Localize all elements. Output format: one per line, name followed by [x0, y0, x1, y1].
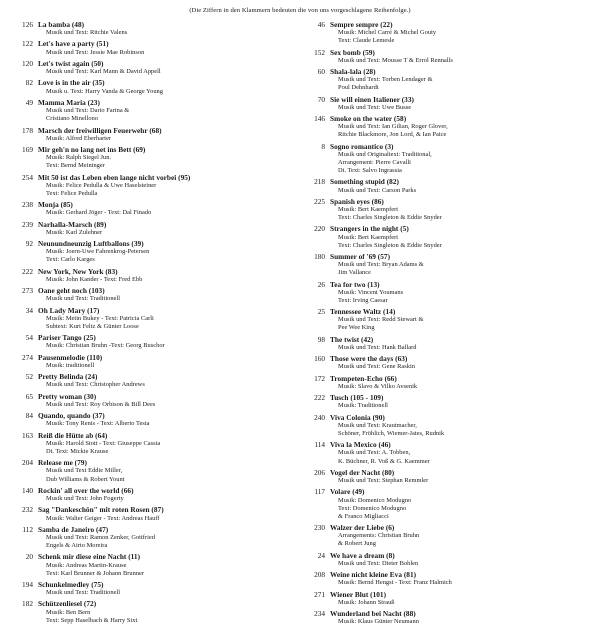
song-title: Quando, quando (37) — [38, 411, 105, 421]
song-page-number: 234 — [314, 609, 326, 619]
song-page-number: 122 — [22, 39, 33, 49]
song-credit: Engels & Airto Moreira — [46, 542, 108, 550]
song-credit: Musik und Text: Christopher Andrews — [46, 381, 145, 389]
song-credit: Poul Dehnhardt — [338, 84, 379, 92]
song-credit: Musik: Felice Pedulla & Uwe Haselsteiner — [46, 181, 157, 189]
song-title: Those were the days (63) — [330, 354, 408, 364]
song-entry-body — [330, 354, 590, 371]
song-credit: Musik: Alfred Eberharter — [46, 134, 112, 142]
song-title: Spanish eyes (86) — [330, 196, 384, 206]
song-page-number: 169 — [22, 145, 33, 154]
song-entry — [16, 411, 296, 428]
song-credit: Musik: Joern-Uwe Fahrenkrog-Petersen — [46, 248, 150, 256]
song-entry-body — [38, 458, 296, 483]
song-title: Samba de Janeiro (47) — [38, 524, 109, 534]
song-title: Smoke on the water (58) — [330, 114, 407, 124]
song-page-number: 222 — [314, 393, 326, 403]
song-page-number: 126 — [22, 20, 33, 29]
song-credit: Musik und Text: Dario Farina & — [46, 107, 130, 115]
song-credit: Musik und Text: Traditionell — [46, 589, 121, 597]
song-entry — [308, 440, 590, 465]
song-title: Vogel der Nacht (80) — [330, 467, 395, 477]
song-title: Sogno romantico (3) — [330, 141, 394, 151]
song-entry-body — [330, 307, 590, 332]
song-credit: Text: Irving Caesar — [338, 296, 388, 304]
song-credit: Dt. Text: Mickie Krause — [46, 447, 109, 455]
song-entry-body — [38, 267, 296, 284]
song-entry — [16, 505, 296, 522]
song-credit: Musik und Text: Krautmacher, — [338, 421, 417, 429]
song-page-number: 180 — [314, 252, 326, 262]
song-credit: Cristiano Minellono — [46, 115, 99, 123]
song-entry — [308, 252, 590, 277]
song-credit: Text: Claude Lemesle — [338, 37, 395, 45]
song-entry-body — [38, 200, 296, 217]
song-credit: Musik: Johann Strauß — [338, 598, 395, 606]
song-entry-body — [38, 353, 296, 370]
song-page-number: 230 — [314, 523, 326, 532]
song-title: We have a dream (8) — [330, 550, 395, 560]
song-credit: Musik und Text: Ramon Zenker, Gottfried — [46, 534, 155, 541]
song-entry — [16, 200, 296, 217]
song-entry — [308, 551, 590, 568]
song-entry-body — [330, 413, 590, 438]
song-entry-body — [330, 590, 590, 607]
song-entry-body — [38, 306, 296, 331]
song-credit: Text: Charles Singleton & Eddie Snyder — [338, 214, 442, 222]
song-entry — [16, 333, 296, 350]
song-entry-body — [38, 145, 296, 170]
song-entry-body — [38, 486, 296, 503]
song-entry — [16, 239, 296, 264]
song-credit: Musik: Christian Bruhn -Text: Georg Buschor — [46, 342, 165, 350]
song-entry-body — [38, 411, 296, 428]
song-page-number: 240 — [314, 412, 326, 422]
song-entry — [16, 20, 296, 37]
song-credit: Musik und Text: Torben Lendager & — [338, 76, 433, 84]
song-credit: Musik und Text: A. Tobben, — [338, 449, 411, 457]
song-page-number: 232 — [22, 505, 33, 515]
song-entry — [308, 413, 590, 438]
song-page-number: 117 — [314, 487, 326, 497]
song-entry — [308, 67, 590, 92]
song-page-number: 172 — [314, 373, 326, 383]
song-page-number: 26 — [317, 279, 326, 289]
song-title: Reiß die Hütte ab (64) — [38, 430, 108, 440]
song-entry-body — [330, 67, 590, 92]
song-entry-body — [38, 39, 296, 56]
song-title: Tusch (105 - 109) — [330, 393, 384, 403]
song-title: Trompeten-Echo (66) — [330, 373, 397, 383]
song-page-number: 98 — [317, 334, 326, 344]
song-entry — [16, 126, 296, 143]
song-title: Sempre sempre (22) — [330, 20, 393, 29]
song-page-number: 20 — [25, 552, 33, 562]
song-page-number: 60 — [317, 67, 326, 77]
song-credit: Text: Karl Brunner & Johann Brunner — [46, 569, 145, 577]
song-entry-body — [330, 114, 590, 139]
song-page-number: 152 — [314, 47, 326, 57]
song-credit: Musik: Tony Renis - Text: Alberto Testa — [46, 420, 150, 428]
song-entry — [308, 20, 590, 45]
song-entry-body — [38, 552, 296, 577]
song-credit: Text: Charles Singleton & Eddie Snyder — [338, 241, 442, 249]
song-credit: Musik und Text: Gene Raskin — [338, 363, 416, 371]
song-page-number: 271 — [314, 589, 326, 599]
song-credit: Musik und Text: Stephan Remmler — [338, 477, 429, 485]
song-title: New York, New York (83) — [38, 266, 118, 276]
song-title: Narhalla-Marsch (89) — [38, 219, 107, 229]
song-title: Walzer der Liebe (6) — [330, 523, 395, 532]
song-credit: Musik und Text: Carson Parks — [338, 186, 417, 194]
song-entry — [16, 431, 296, 456]
song-credit: Musik und Text: Hank Ballard — [338, 343, 417, 351]
song-title: Tea for two (13) — [330, 279, 380, 289]
song-page-number: 182 — [22, 599, 33, 609]
song-title: Mir geh'n no lang net ins Bett (69) — [38, 145, 146, 154]
song-entry — [16, 580, 296, 597]
song-page-number: 49 — [25, 97, 33, 107]
song-title: Summer of '69 (57) — [330, 252, 391, 262]
song-credit: Musik und Text Eddie Miller, — [46, 467, 123, 475]
song-credit: Musik: traditionell — [46, 361, 95, 369]
song-credit: Musik und Originaltext: Traditional, — [338, 150, 432, 158]
song-entry — [308, 224, 590, 249]
right-column — [304, 20, 590, 629]
song-entry — [308, 468, 590, 485]
song-entry — [16, 353, 296, 370]
song-entry — [308, 280, 590, 305]
song-credit: Musik und Text: Jessie Mae Robinson — [46, 48, 145, 56]
song-entry-body — [38, 98, 296, 123]
song-title: Wiener Blut (101) — [330, 589, 387, 599]
song-page-number: 160 — [314, 354, 326, 364]
song-credit: Text: Felice Pedulla — [46, 189, 98, 197]
song-entry-body — [38, 505, 296, 522]
song-title: Pretty Belinda (24) — [38, 372, 98, 382]
song-entry-body — [330, 487, 590, 520]
song-title: Viva Colonia (90) — [330, 412, 385, 422]
song-credit: Musik: Harold Stott - Text: Giuseppe Cassia — [46, 439, 161, 447]
song-credit: Musik: Bernd Hengst - Text: Franz Halmich — [338, 579, 452, 587]
left-column — [10, 20, 296, 627]
song-title: Strangers in the night (5) — [330, 224, 409, 234]
song-title: Sie will einen Italiener (33) — [330, 94, 414, 104]
song-page-number: 140 — [22, 485, 33, 495]
song-credit: Musik: Domenico Modugno — [338, 496, 412, 504]
song-page-number: 82 — [25, 78, 33, 88]
song-page-number: 274 — [22, 352, 33, 362]
song-entry — [308, 142, 590, 175]
song-entry — [16, 306, 296, 331]
song-entry — [308, 393, 590, 410]
song-credit: Text: Bernd Meininger — [46, 162, 105, 170]
song-entry-body — [330, 523, 590, 548]
song-entry — [16, 98, 296, 123]
song-entry — [16, 525, 296, 550]
song-credit: Musik und Text: Uwe Busse — [338, 103, 412, 111]
song-title: Pariser Tango (25) — [38, 333, 96, 343]
song-title: The twist (42) — [330, 334, 374, 344]
song-entry — [308, 487, 590, 520]
song-page-number: 220 — [314, 224, 326, 234]
song-credit: Musik: Walter Geiger - Text: Andreas Hauff — [46, 514, 160, 522]
song-page-number: 204 — [22, 458, 33, 468]
song-page-number: 52 — [25, 372, 33, 382]
song-entry-body — [330, 440, 590, 465]
song-title: Mamma Maria (23) — [38, 97, 100, 107]
song-credit: Musik: Andreas Martin-Krause — [46, 561, 127, 569]
song-entry-body — [38, 431, 296, 456]
song-entry — [308, 177, 590, 194]
song-title: Volare (49) — [330, 487, 365, 497]
song-credit: Musik: Bert Kaempfert — [338, 206, 399, 214]
song-entry-body — [38, 525, 296, 550]
page-note: (Die Ziffern in den Klammern bedeuten die von uns vorgeschlagene Reihenfolge.) — [189, 7, 411, 14]
song-entry — [308, 590, 590, 607]
song-entry — [16, 267, 296, 284]
song-page-number: 273 — [22, 286, 33, 296]
song-title: Love is in the air (35) — [38, 78, 105, 88]
song-entry — [308, 95, 590, 112]
song-entry — [16, 372, 296, 389]
song-credit: Musik: Karl Zulehner — [46, 228, 103, 236]
song-credit: Musik und Text: Dieter Bohlen — [338, 559, 419, 567]
song-credit: Musik: Vincent Youmans — [338, 288, 404, 296]
song-entry-body — [330, 609, 590, 626]
song-title: Neunundneunzig Luftballons (39) — [38, 239, 144, 249]
song-credit: Musik: Gerhard Jöger - Text: Dal Finado — [46, 209, 152, 217]
song-title: Weine nicht kleine Eva (81) — [330, 570, 417, 580]
song-credit: Ritchie Blackmore, Jon Lord, & Ian Paice — [338, 131, 447, 139]
song-entry-body — [38, 333, 296, 350]
song-entry-body — [330, 468, 590, 485]
song-credit: Musik und Text: Karl Mann & David Appell — [46, 68, 161, 76]
song-page-number: 163 — [22, 430, 33, 440]
song-credit: K. Büchner, R. Voß & G. Kaemmer — [338, 457, 430, 465]
song-entry — [308, 570, 590, 587]
song-page-number: 25 — [317, 307, 326, 317]
song-credit: Text: Sepp Haselbach & Harry Sixt — [46, 616, 138, 624]
song-entry-body — [330, 197, 590, 222]
song-title: Something stupid (82) — [330, 177, 399, 187]
song-entry-body — [330, 570, 590, 587]
song-title: Sag "Dankeschön" mit roten Rosen (87) — [38, 505, 164, 515]
song-page-number: 225 — [314, 196, 326, 206]
song-credit: Dub Williams & Robert Yount — [46, 475, 125, 483]
song-credit: Schöner, Fröhlich, Wiemer-Jates, Rudnik — [338, 429, 445, 437]
song-page-number: 65 — [25, 391, 33, 401]
song-credit: Arrangement: Pierre Cavalli — [338, 159, 411, 166]
song-page-number: 194 — [22, 579, 33, 589]
song-page-number: 8 — [321, 141, 326, 151]
song-page-number: 254 — [22, 172, 33, 182]
song-credit: Musik: Slavo & Vilko Avsenik — [338, 382, 418, 390]
song-title: Release me (79) — [38, 458, 87, 468]
song-entry-body — [330, 374, 590, 391]
song-entry-body — [330, 20, 590, 45]
song-credit: Jim Vallance — [338, 269, 371, 277]
song-entry-body — [38, 20, 296, 37]
song-entry — [16, 39, 296, 56]
song-entry — [308, 335, 590, 352]
song-page-number: 208 — [314, 570, 326, 580]
song-title: Pretty woman (30) — [38, 391, 97, 401]
song-credit: & Franco Migliacci — [338, 512, 389, 520]
song-title: Schunkelmedley (75) — [38, 579, 104, 589]
song-title: Sex bomb (59) — [330, 47, 375, 57]
song-entry-body — [38, 239, 296, 264]
song-entry — [308, 307, 590, 332]
song-entry-body — [330, 252, 590, 277]
song-entry-body — [330, 551, 590, 568]
song-credit: Musik: John Kander - Text: Fred Ebb — [46, 275, 143, 283]
song-entry — [16, 145, 296, 170]
song-entry-body — [330, 48, 590, 65]
index-columns — [10, 20, 590, 629]
song-page-number: 238 — [22, 200, 33, 210]
song-title: Monja (85) — [38, 200, 73, 210]
song-page-number: 178 — [22, 125, 33, 135]
song-entry — [16, 599, 296, 624]
song-credit: Musik und Text: John Fogerty — [46, 495, 124, 503]
song-page-number: 84 — [25, 411, 33, 421]
song-entry — [16, 173, 296, 198]
song-credit: Musik: Bert Kaempfert — [338, 233, 399, 241]
song-entry-body — [330, 95, 590, 112]
song-title: Shala-lala (28) — [330, 67, 376, 77]
song-entry-body — [38, 220, 296, 237]
song-entry — [308, 374, 590, 391]
song-entry-body — [330, 393, 590, 410]
song-credit: & Robert Jung — [338, 540, 376, 548]
song-entry — [16, 286, 296, 303]
song-page-number: 34 — [25, 305, 33, 315]
song-title: Wunderland bei Nacht (88) — [330, 609, 416, 619]
song-page-number: 146 — [314, 114, 326, 124]
song-entry — [308, 354, 590, 371]
song-page-number: 206 — [314, 467, 326, 477]
song-credit: Musik und Text: Mousse T & Errol Rennalls — [338, 56, 453, 64]
song-credit: Pee Wee King — [338, 324, 375, 332]
song-credit: Musik und Text: Roy Orbison & Bill Dees — [46, 400, 156, 408]
song-entry — [16, 458, 296, 483]
song-page-number: 24 — [317, 550, 326, 560]
song-title: Oh Lady Mary (17) — [38, 305, 100, 315]
song-page-number: 222 — [22, 266, 33, 276]
song-entry — [308, 609, 590, 626]
song-entry-body — [330, 177, 590, 194]
song-credit: Arrangements: Christian Bruhn — [338, 532, 420, 540]
song-credit: Text: Carlo Karges — [46, 256, 95, 264]
song-credit: Musik und Text: Redd Stewart & — [338, 316, 424, 324]
song-entry — [308, 48, 590, 65]
song-entry-body — [38, 126, 296, 143]
song-page-number: 70 — [317, 94, 326, 104]
song-entry-body — [38, 286, 296, 303]
song-entry — [308, 523, 590, 548]
song-entry — [16, 220, 296, 237]
song-credit: Musik und Text: Ian Gilian, Roger Glover, — [338, 123, 448, 131]
song-page-number: 46 — [317, 20, 326, 29]
song-title: Let's have a party (51) — [38, 39, 109, 49]
song-page-number: 112 — [22, 524, 33, 534]
song-entry — [16, 486, 296, 503]
song-page-number: 92 — [25, 239, 33, 249]
song-credit: Musik: Ralph Siegel Jun. — [46, 154, 112, 162]
song-entry — [16, 552, 296, 577]
song-entry — [308, 114, 590, 139]
song-title: Oane geht noch (103) — [38, 286, 105, 296]
song-entry-body — [38, 392, 296, 409]
song-title: Viva la Mexico (46) — [330, 440, 391, 450]
song-credit: Subtext: Kurt Feltz & Günter Loose — [46, 322, 139, 330]
song-entry-body — [38, 372, 296, 389]
song-credit: Musik: Michel Carré & Michel Gouty — [338, 29, 437, 37]
song-credit: Musik: Klaus Günter Neumann — [338, 618, 419, 626]
song-page-number: 120 — [22, 58, 33, 68]
song-title: Pausenmelodie (110) — [38, 352, 103, 362]
song-title: Marsch der freiwilligen Feuerwehr (68) — [38, 125, 162, 135]
song-title: La bamba (48) — [38, 20, 85, 29]
song-entry-body — [38, 59, 296, 76]
song-entry-body — [38, 580, 296, 597]
song-entry-body — [330, 224, 590, 249]
song-entry-body — [330, 142, 590, 175]
song-entry — [16, 59, 296, 76]
song-entry-body — [38, 78, 296, 95]
song-credit: Musik u. Text: Harry Vanda & George Young — [46, 87, 163, 95]
song-title: Rockin' all over the world (66) — [38, 485, 134, 495]
song-credit: Musik: Ben Bern — [46, 608, 91, 616]
song-entry — [16, 392, 296, 409]
song-credit: Dt. Text: Salvo Ingrassia — [338, 167, 402, 175]
song-page-number: 218 — [314, 177, 326, 187]
song-credit: Musik: Traditionell — [338, 402, 388, 410]
song-page-number: 239 — [22, 219, 33, 229]
song-title: Schenk mir diese eine Nacht (11) — [38, 552, 141, 562]
song-credit: Musik und Text: Bryan Adams & — [338, 261, 424, 269]
song-entry — [16, 78, 296, 95]
song-entry-body — [38, 599, 296, 624]
song-credit: Musik und Text: Ritchie Valens — [46, 29, 128, 37]
song-entry-body — [330, 335, 590, 352]
song-entry — [308, 197, 590, 222]
song-title: Schützenliesel (72) — [38, 599, 97, 609]
song-page-number: 114 — [314, 440, 326, 450]
song-credit: Musik: Metin Bukey - Text: Patricia Carli — [46, 314, 154, 322]
song-title: Tennessee Waltz (14) — [330, 307, 396, 317]
song-credit: Text: Domenico Modugno — [338, 504, 407, 512]
song-credit: Musik und Text: Traditionell — [46, 295, 121, 303]
song-title: Mit 50 ist das Leben eben lange nicht vorbei (95) — [38, 172, 191, 182]
song-page-number: 54 — [25, 333, 33, 343]
song-entry-body — [330, 280, 590, 305]
song-entry-body — [38, 173, 296, 198]
song-title: Let's twist again (50) — [38, 58, 104, 68]
